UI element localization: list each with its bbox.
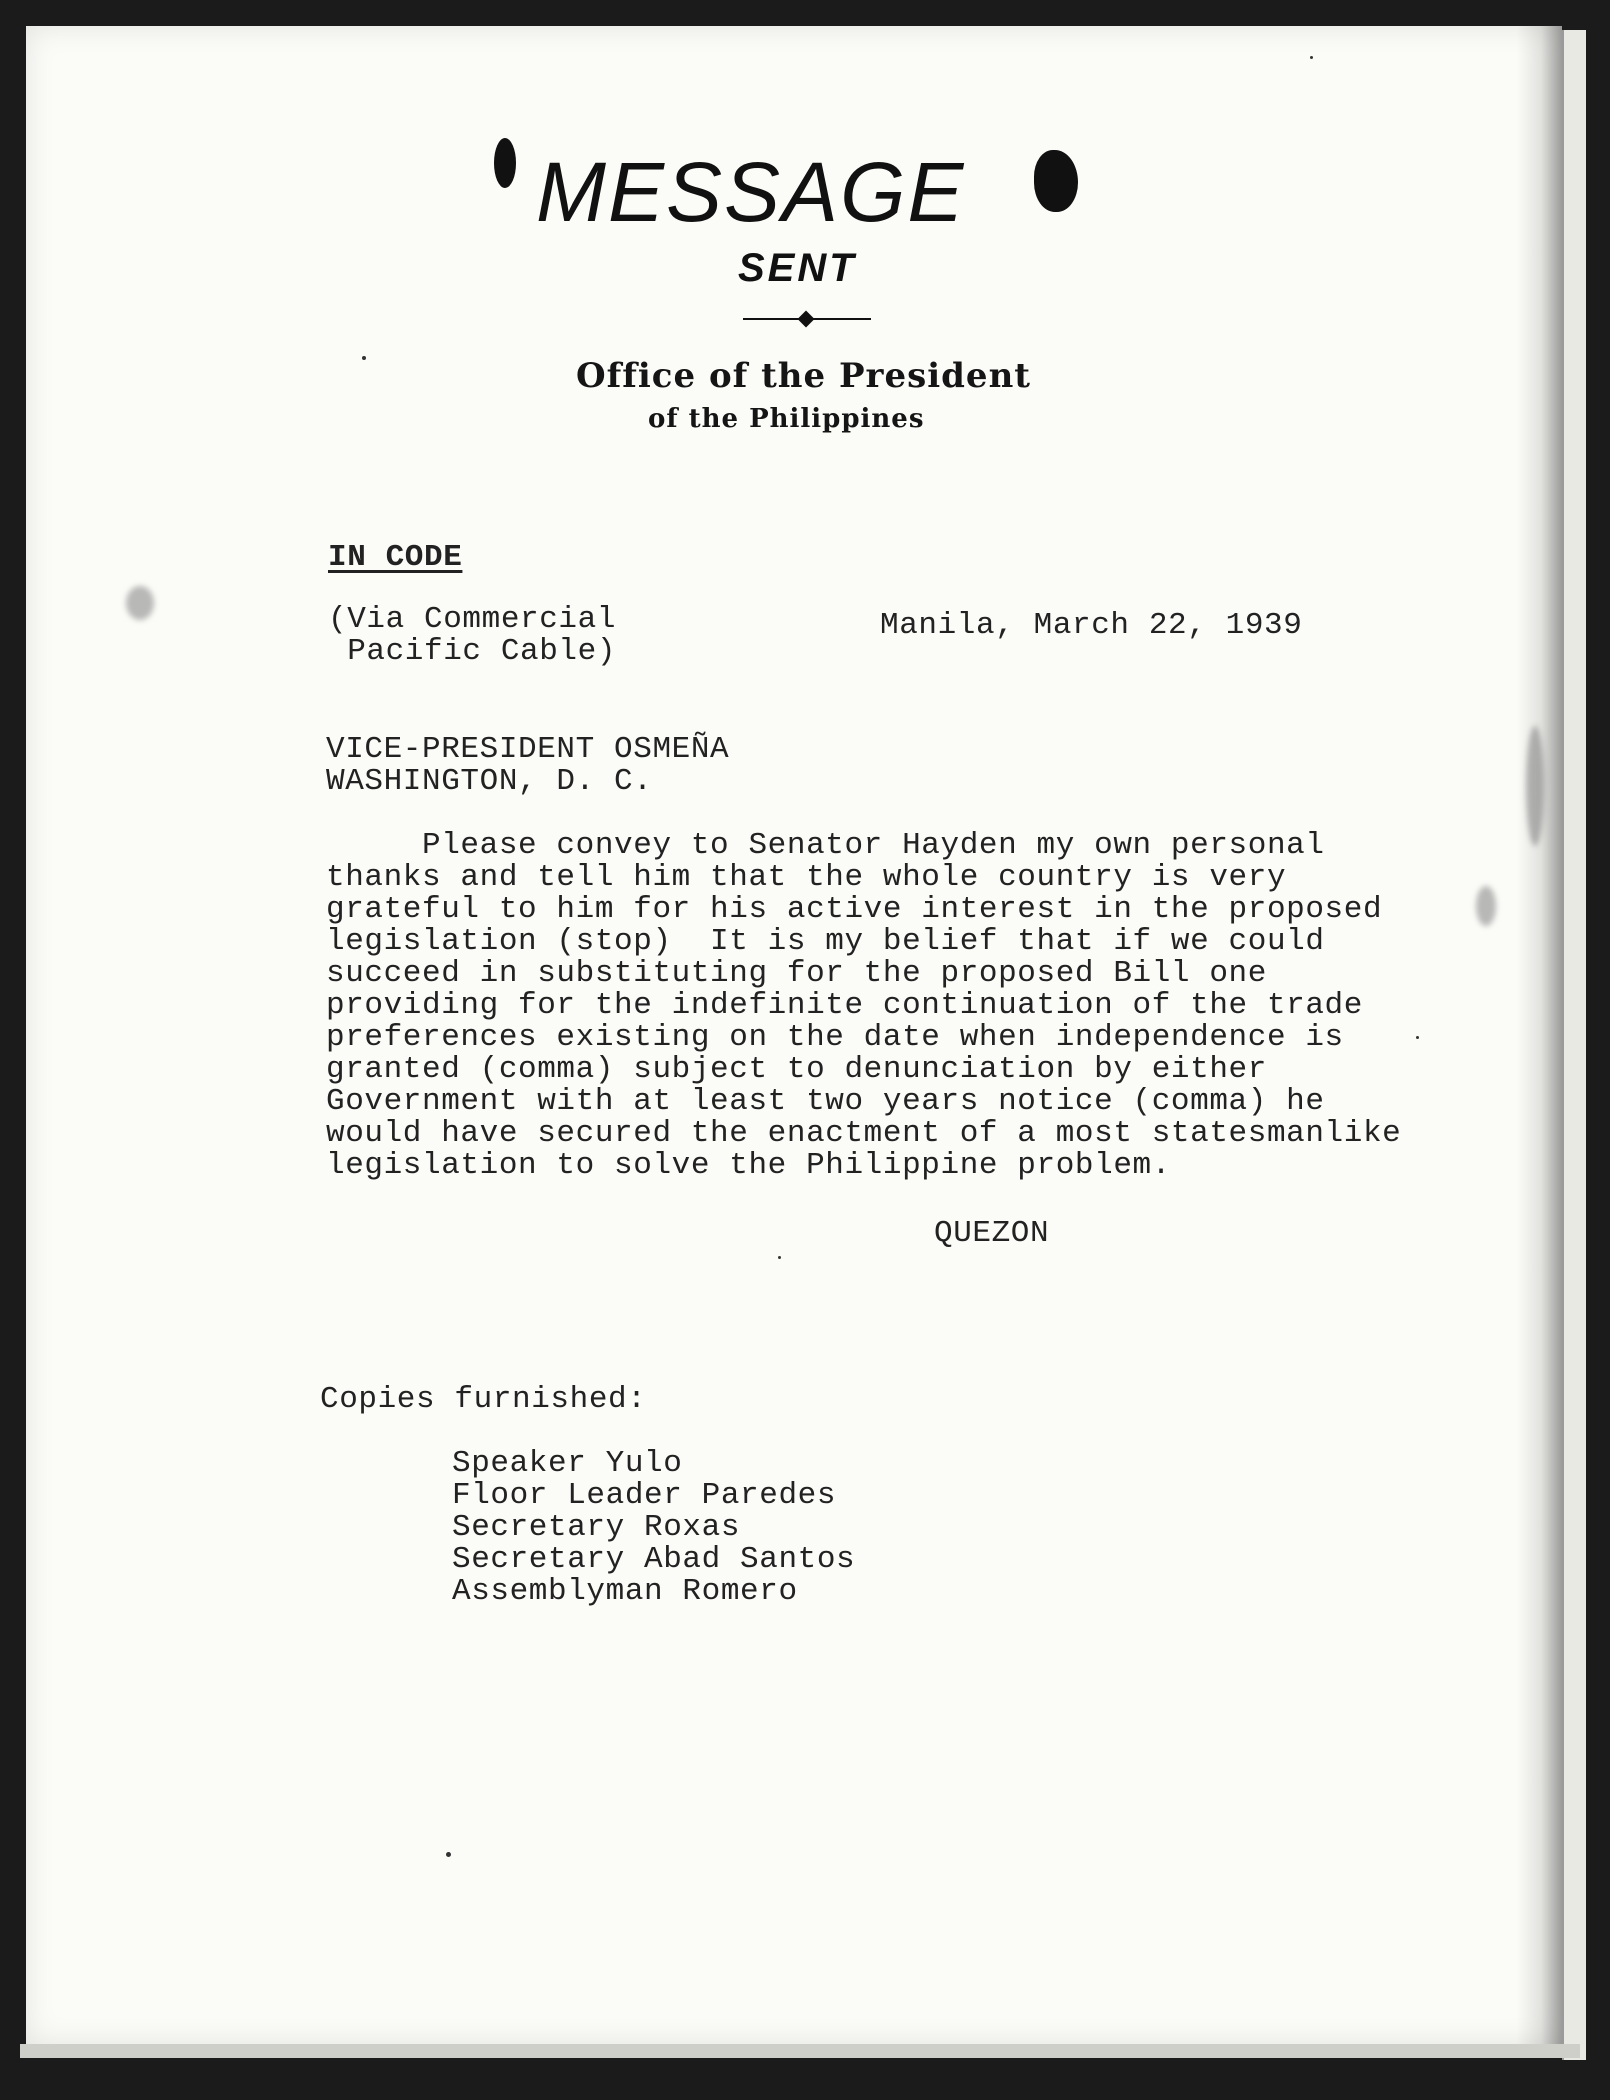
body-line: Government with at least two years notice (comma) he: [326, 1084, 1325, 1119]
scan-speck: [362, 356, 366, 360]
place-date: Manila, March 22, 1939: [880, 608, 1303, 643]
addressee-city: WASHINGTON, D. C.: [326, 764, 653, 799]
code-label: IN CODE: [328, 540, 463, 575]
body-line: Please convey to Senator Hayden my own personal: [326, 828, 1325, 863]
scan-speck: [778, 1256, 781, 1259]
copy-recipient: Secretary Abad Santos: [452, 1542, 856, 1577]
bottom-page-strip: [20, 2044, 1580, 2058]
scan-speck: [1416, 1036, 1419, 1039]
scan-speck: [1310, 56, 1313, 59]
body-line: granted (comma) subject to denunciation by either: [326, 1052, 1267, 1087]
scan-speck: [446, 1852, 451, 1857]
letterhead-office-line1: Office of the President: [576, 356, 1031, 396]
body-line: grateful to him for his active interest in the proposed: [326, 892, 1383, 927]
scan-smudge: [1526, 726, 1544, 846]
letterhead-office-line2: of the Philippines: [648, 404, 925, 434]
body-line: legislation (stop) It is my belief that if we could: [326, 924, 1325, 959]
copies-label: Copies furnished:: [320, 1382, 647, 1417]
copy-recipient: Speaker Yulo: [452, 1446, 683, 1481]
page-edge-shadow: [1516, 26, 1562, 2044]
ink-blot-right: [1034, 150, 1078, 212]
body-line: preferences existing on the date when independence is: [326, 1020, 1344, 1055]
letterhead-rule-ornament: [798, 311, 815, 328]
addressee-name: VICE-PRESIDENT OSMEÑA: [326, 732, 730, 767]
scan-smudge: [1476, 886, 1496, 926]
copy-recipient: Secretary Roxas: [452, 1510, 741, 1545]
copy-recipient: Assemblyman Romero: [452, 1574, 798, 1609]
body-line: succeed in substituting for the proposed Bill one: [326, 956, 1267, 991]
body-line: thanks and tell him that the whole country is very: [326, 860, 1287, 895]
copy-recipient: Floor Leader Paredes: [452, 1478, 837, 1513]
letterhead-title: MESSAGE: [536, 145, 966, 239]
body-line: would have secured the enactment of a most statesmanlike: [326, 1116, 1402, 1151]
signature: QUEZON: [934, 1216, 1050, 1251]
via-line-2: Pacific Cable): [328, 634, 617, 669]
letterhead-subtitle: SENT: [738, 246, 857, 290]
via-line-1: (Via Commercial: [328, 602, 617, 637]
body-line: providing for the indefinite continuation of the trade: [326, 988, 1363, 1023]
underlying-page-edge: [1562, 30, 1586, 2060]
scan-smudge: [126, 586, 154, 620]
document-page: [26, 26, 1562, 2044]
ink-blot-left: [494, 138, 516, 188]
body-line: legislation to solve the Philippine problem.: [326, 1148, 1171, 1183]
